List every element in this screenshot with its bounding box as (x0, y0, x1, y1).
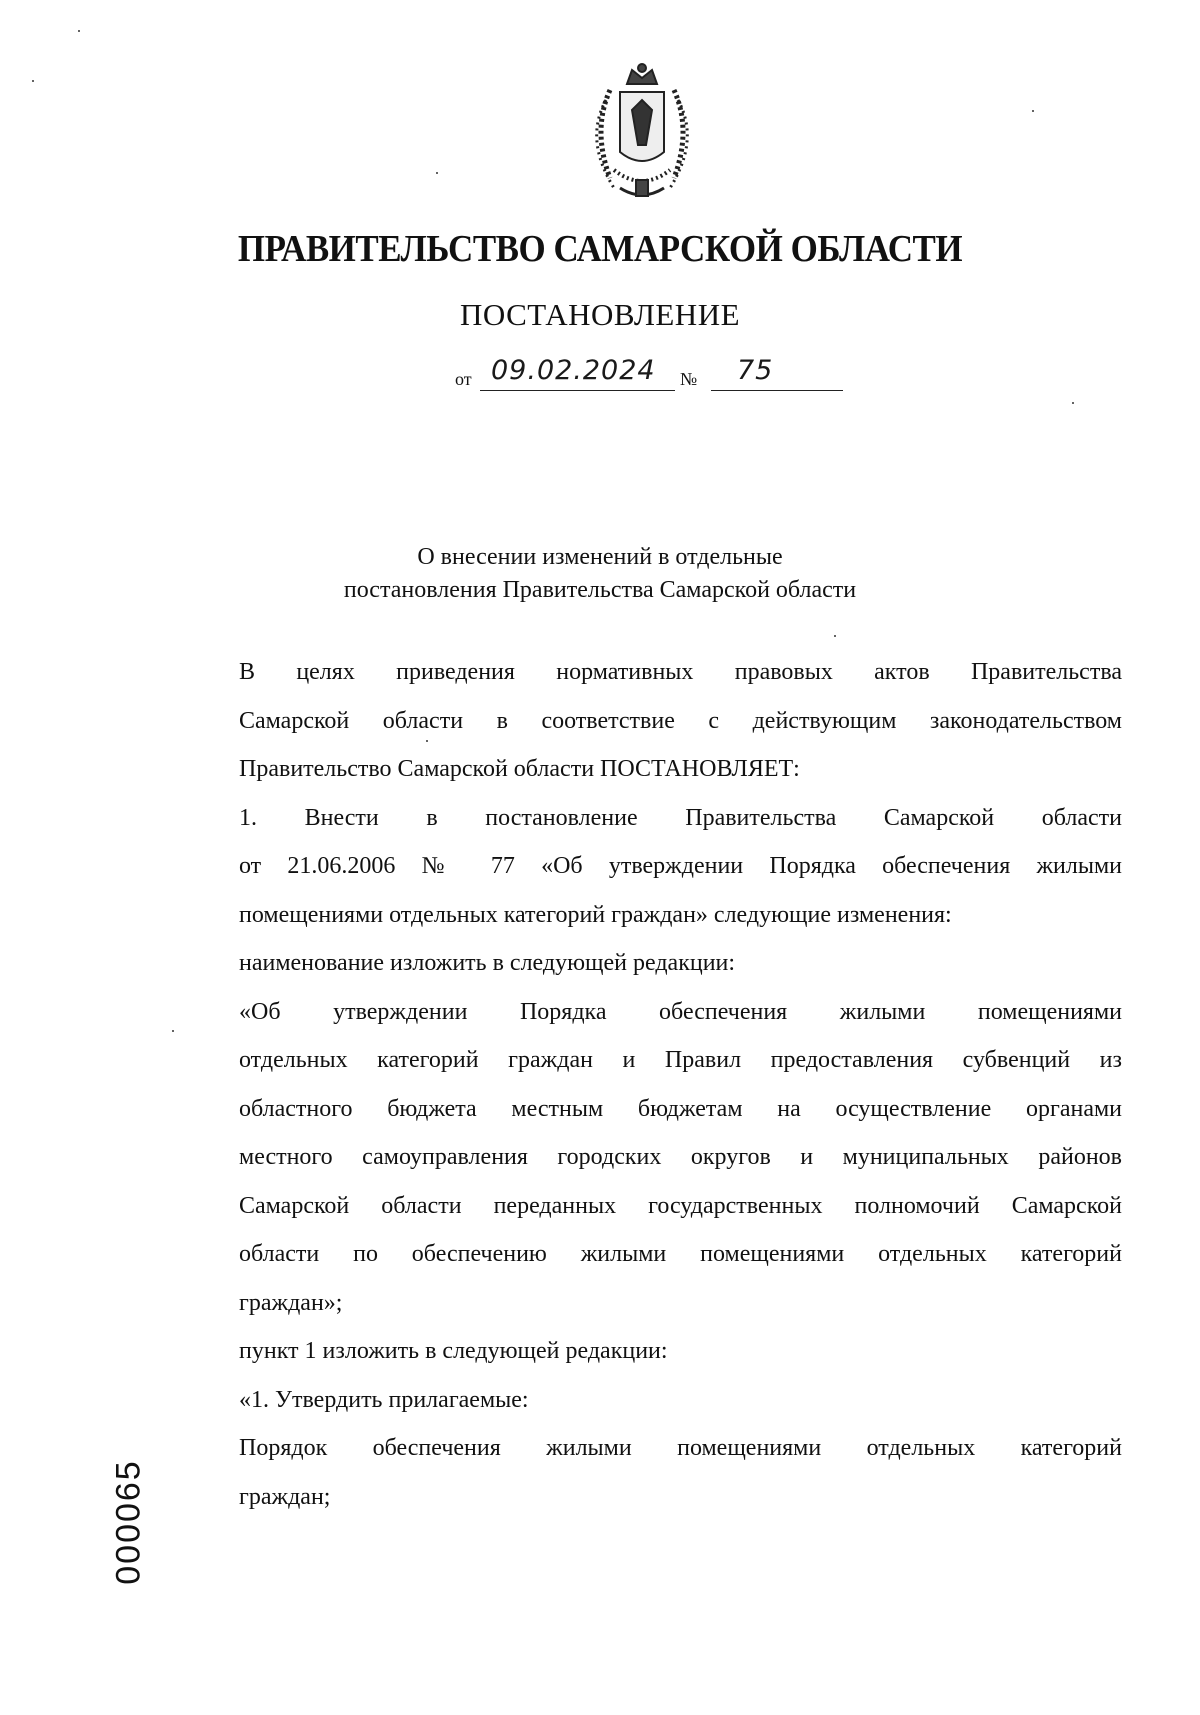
number-underline (711, 390, 843, 391)
text-line: «1. Утвердить прилагаемые: (239, 1386, 529, 1413)
scan-speck (436, 172, 438, 174)
text-line: пункт 1 изложить в следующей редакции: (239, 1338, 668, 1364)
item-1-paragraph (171, 794, 1122, 940)
subject-line: постановления Правительства Самарской области (343, 577, 857, 603)
page-code: 000065 (109, 1459, 148, 1585)
text-line: областного бюджета местным бюджетам на осуществление органами (239, 1095, 1122, 1122)
text-line: от 21.06.2006 № 77 «Об утверждении Порядка обеспечения жилыми (239, 853, 1122, 879)
subject-line: О внесении изменений в отдельные (417, 544, 783, 570)
name-intro-paragraph (171, 939, 1122, 988)
scan-speck (32, 80, 34, 82)
text-line: помещениями отдельных категорий граждан» следующие изменения: (239, 901, 952, 928)
text-line: 1. Внести в постановление Правительства Самарской области (239, 804, 1122, 831)
scan-speck (78, 30, 80, 32)
coat-of-arms-samara-icon (580, 60, 705, 210)
text-line: В целях приведения нормативных правовых актов Правительства (239, 659, 1122, 685)
text-line: отдельных категорий граждан и Правил предоставления субвенций из (239, 1047, 1122, 1073)
document-type: ПОСТАНОВЛЕНИЕ (459, 297, 741, 332)
text-line: области по обеспечению жилыми помещениями отдельных категорий (239, 1241, 1122, 1267)
date-prefix: от (455, 369, 472, 389)
date-underline (480, 390, 675, 391)
text-line: наименование изложить в следующей редакции: (239, 950, 736, 976)
text-line: местного самоуправления городских округов и муниципальных районов (239, 1144, 1122, 1170)
text-line: Самарской области в соответствие с действующим законодательством (239, 707, 1122, 734)
text-line: Порядок обеспечения жилыми помещениями отдельных категорий (239, 1435, 1122, 1461)
number-prefix: № (680, 369, 698, 389)
preamble-paragraph (171, 648, 1122, 794)
point1-intro-paragraph (171, 1327, 1122, 1376)
procedure-paragraph (171, 1424, 1122, 1521)
scan-speck (834, 635, 836, 637)
scan-speck (426, 740, 428, 742)
document-subject (0, 541, 1200, 607)
text-line: Правительство Самарской области ПОСТАНОВЛЯЕТ: (239, 756, 800, 782)
organization-title: ПРАВИТЕЛЬСТВО САМАРСКОЙ ОБЛАСТИ (237, 228, 963, 270)
new-name-paragraph (171, 988, 1122, 1328)
approve-paragraph (171, 1376, 1122, 1425)
scan-speck (1032, 110, 1034, 112)
scan-speck (1072, 402, 1074, 404)
text-line: граждан»; (239, 1289, 343, 1316)
document-body (171, 648, 1122, 1521)
date-value: 09.02.2024 (491, 355, 656, 386)
page-code-stamp (97, 1452, 161, 1592)
text-line: Самарской области переданных государственных полномочий Самарской (239, 1192, 1122, 1219)
scan-speck (172, 1030, 174, 1032)
text-line: граждан; (239, 1483, 331, 1510)
date-number-line (455, 355, 855, 395)
number-value: 75 (737, 355, 774, 386)
text-line: «Об утверждении Порядка обеспечения жилыми помещениями (239, 998, 1122, 1025)
